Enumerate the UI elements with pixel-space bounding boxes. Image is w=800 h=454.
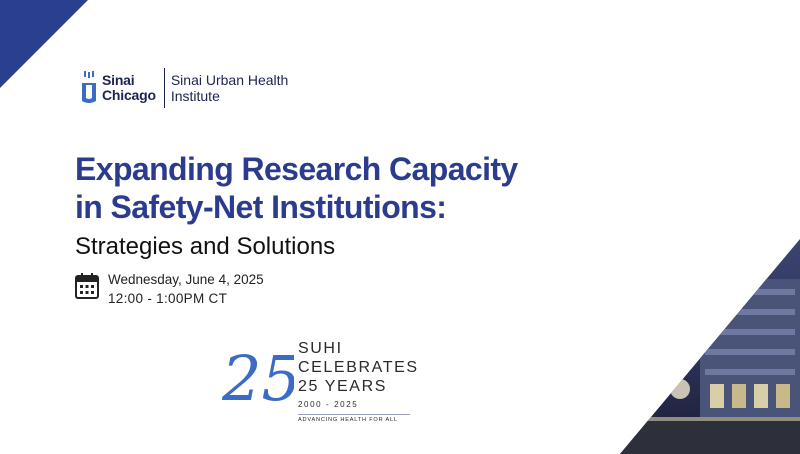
logo-divider [164, 68, 165, 108]
sinai-chicago-wordmark [102, 73, 156, 103]
anniversary-years: 2000 - 2025 [298, 400, 359, 409]
sinai-logo-block [80, 66, 288, 110]
anniversary-heading [298, 339, 419, 396]
event-title [75, 150, 635, 226]
building-photo [620, 239, 800, 454]
event-time: 12:00 - 1:00PM CT [108, 291, 228, 306]
event-title-line2: in Safety-Net Institutions: [75, 189, 447, 225]
calendar-icon [75, 273, 99, 299]
sinai-flame-icon [80, 71, 98, 105]
anniversary-25-badge [222, 338, 294, 418]
event-subtitle: Strategies and Solutions [75, 233, 336, 260]
corner-triangle-decoration [0, 0, 88, 88]
anniversary-line1: SUHI [298, 340, 343, 357]
anniversary-line3: 25 YEARS [298, 378, 387, 395]
event-date: Wednesday, June 4, 2025 [108, 272, 264, 287]
anniversary-number: 25 [222, 342, 294, 415]
institute-name-line2: Institute [170, 88, 220, 104]
institute-name [171, 72, 289, 104]
anniversary-tagline: ADVANCING HEALTH FOR ALL [298, 414, 410, 423]
anniversary-line2: CELEBRATES [298, 359, 419, 376]
sinai-wordmark-line1: Sinai [102, 72, 135, 88]
sinai-wordmark-line2: Chicago [102, 87, 156, 103]
institute-name-line1: Sinai Urban Health [170, 72, 289, 88]
event-title-line1: Expanding Research Capacity [75, 151, 518, 187]
